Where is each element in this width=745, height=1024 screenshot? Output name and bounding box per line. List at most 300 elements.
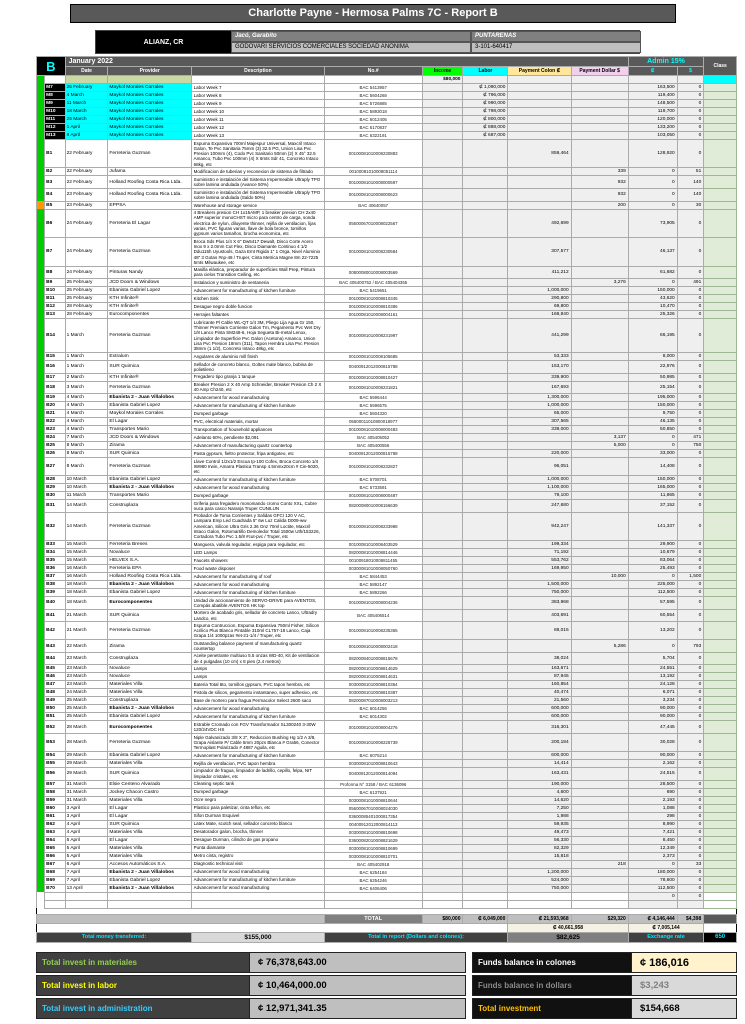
cell-B65-labor[interactable]: [463, 844, 508, 852]
cell-B30-income[interactable]: [422, 492, 463, 500]
cell-B56-income[interactable]: [422, 767, 463, 780]
cell-B53-dollar[interactable]: [571, 734, 628, 752]
cell-B56-d[interactable]: 29 March: [65, 767, 108, 780]
cell-B47-ad[interactable]: 0: [677, 681, 704, 689]
cell-B60-p[interactable]: El Lagar: [108, 804, 192, 812]
cell-M9-dollar[interactable]: [571, 100, 628, 108]
cell-B3-n[interactable]: B3: [45, 176, 65, 189]
cell-B59-colon[interactable]: 14,620: [508, 796, 571, 804]
cell-B6-cls[interactable]: [704, 209, 737, 237]
cell-B36-d[interactable]: 16 March: [65, 565, 108, 573]
cell-B23-income[interactable]: [422, 426, 463, 434]
cell-B62-no[interactable]: 00400912012000814113: [324, 820, 422, 828]
cell-B6-ac[interactable]: 73,905: [628, 209, 677, 237]
cell-B56-ac[interactable]: 24,515: [628, 767, 677, 780]
cell-B43-dollar[interactable]: 5,286: [571, 640, 628, 653]
cell-B10-desc[interactable]: Advancement for manufacturing of kitchen furniture: [192, 287, 325, 295]
cell-B11-labor[interactable]: [463, 295, 508, 303]
cell-B50-ad[interactable]: 0: [677, 705, 704, 713]
cell-M11-labor[interactable]: ₡ 800,000: [463, 116, 508, 124]
cell-B51-no[interactable]: BAC 6014302: [324, 713, 422, 721]
cell-B70-cls[interactable]: [704, 884, 737, 892]
cell-B26-ac[interactable]: 33,000: [628, 450, 677, 458]
cell-B31-no[interactable]: 08200080010008156639: [324, 500, 422, 513]
cell-B57-cls[interactable]: [704, 780, 737, 788]
cell-B10-ac[interactable]: 150,000: [628, 287, 677, 295]
cell-M13-cls[interactable]: [704, 132, 737, 140]
cell-B9-n[interactable]: B9: [45, 279, 65, 287]
cell-B23-ad[interactable]: 0: [677, 426, 704, 434]
cell-B42-income[interactable]: [422, 622, 463, 640]
cell-B32-dollar[interactable]: [571, 512, 628, 540]
cell-B21-d[interactable]: 4 March: [65, 410, 108, 418]
cell-B28-ad[interactable]: 0: [677, 476, 704, 484]
cell-B50-labor[interactable]: [463, 705, 508, 713]
cell-B15-d[interactable]: 1 March: [65, 353, 108, 361]
cell-B5-labor[interactable]: [463, 201, 508, 209]
cell-B24-no[interactable]: BAC 405405052: [324, 434, 422, 442]
cell-B23-desc[interactable]: Transportation of household appliances: [192, 426, 325, 434]
cell-B14-n[interactable]: B14: [45, 319, 65, 353]
cell-row78-dollar[interactable]: [571, 892, 628, 900]
cell-B22-desc[interactable]: PVC, electrical materials, mortar: [192, 418, 325, 426]
cell-B29-cls[interactable]: [704, 484, 737, 492]
cell-B43-no[interactable]: 00100081010008002418: [324, 640, 422, 653]
cell-B54-labor[interactable]: [463, 751, 508, 759]
cell-B6-dollar[interactable]: [571, 209, 628, 237]
cell-B37-n[interactable]: B37: [45, 573, 65, 581]
cell-B64-d[interactable]: 5 April: [65, 836, 108, 844]
cell-B67-ad[interactable]: 33: [677, 860, 704, 868]
cell-B11-income[interactable]: [422, 295, 463, 303]
cell-B4-d[interactable]: 23 February: [65, 189, 108, 202]
cell-row79-n[interactable]: [45, 900, 65, 908]
cell-B55-cls[interactable]: [704, 759, 737, 767]
cell-B25-p[interactable]: Zirama: [108, 442, 192, 450]
cell-M7-p[interactable]: Maykol Morales Corrales: [108, 84, 192, 92]
cell-B28-p[interactable]: Ebanista Gabriel Lopez: [108, 476, 192, 484]
cell-B15-desc[interactable]: Angulares de aluminio mill finish: [192, 353, 325, 361]
cell-B59-desc[interactable]: Ocre negro: [192, 796, 325, 804]
cell-B56-desc[interactable]: Limpiador de fragua, limpiador de ladrillo, cepillo, felpa, NIT limpiador cristales, etc: [192, 767, 325, 780]
cell-B16-n[interactable]: B16: [45, 361, 65, 374]
cell-B23-d[interactable]: 4 March: [65, 426, 108, 434]
cell-B45-dollar[interactable]: [571, 665, 628, 673]
cell-B59-ad[interactable]: 0: [677, 796, 704, 804]
cell-B69-cls[interactable]: [704, 876, 737, 884]
cell-B52-income[interactable]: [422, 721, 463, 734]
cell-B31-p[interactable]: Construplaza: [108, 500, 192, 513]
cell-M8-n[interactable]: M8: [45, 92, 65, 100]
cell-B43-ad[interactable]: 793: [677, 640, 704, 653]
cell-row79-d[interactable]: [65, 900, 108, 908]
cell-B67-income[interactable]: [422, 860, 463, 868]
cell-B52-d[interactable]: 28 March: [65, 721, 108, 734]
cell-B33-n[interactable]: B33: [45, 541, 65, 549]
cell-B35-dollar[interactable]: [571, 557, 628, 565]
cell-M10-no[interactable]: BAC 5893018: [324, 108, 422, 116]
cell-B2-no[interactable]: 00100081010008051114: [324, 168, 422, 176]
cell-M8-ac[interactable]: 119,400: [628, 92, 677, 100]
cell-M8-colon[interactable]: [508, 92, 571, 100]
cell-M12-desc[interactable]: Labor Week 12: [192, 124, 325, 132]
cell-B20-p[interactable]: Ebanista Gabriel Lopez: [108, 402, 192, 410]
cell-B56-cls[interactable]: [704, 767, 737, 780]
total-admin-dollar[interactable]: $4,398: [677, 914, 704, 923]
cell-B34-income[interactable]: [422, 549, 463, 557]
cell-B48-n[interactable]: B48: [45, 689, 65, 697]
cell-B29-no[interactable]: BAC 5733591: [324, 484, 422, 492]
cell-B53-ac[interactable]: 30,028: [628, 734, 677, 752]
cell-B40-p[interactable]: Eurocomponentes: [108, 597, 192, 610]
cell-B55-dollar[interactable]: [571, 759, 628, 767]
cell-B38-income[interactable]: [422, 581, 463, 589]
cell-M9-ad[interactable]: 0: [677, 100, 704, 108]
cell-B26-p[interactable]: SUR Quimica: [108, 450, 192, 458]
cell-B33-d[interactable]: 15 March: [65, 541, 108, 549]
cell-B70-income[interactable]: [422, 884, 463, 892]
cell-B30-ac[interactable]: 11,865: [628, 492, 677, 500]
cell-B59-no[interactable]: 00300081010008810644: [324, 796, 422, 804]
cell-B46-income[interactable]: [422, 673, 463, 681]
cell-B22-p[interactable]: El Lagar: [108, 418, 192, 426]
cell-B53-n[interactable]: B53: [45, 734, 65, 752]
cell-B14-d[interactable]: 1 March: [65, 319, 108, 353]
cell-B54-dollar[interactable]: [571, 751, 628, 759]
cell-B20-dollar[interactable]: [571, 402, 628, 410]
cell-B38-cls[interactable]: [704, 581, 737, 589]
cell-B36-p[interactable]: Ferreteria EPA: [108, 565, 192, 573]
cell-B49-p[interactable]: Construplaza: [108, 697, 192, 705]
cell-B18-ac[interactable]: 25,154: [628, 381, 677, 394]
cell-B43-cls[interactable]: [704, 640, 737, 653]
cell-B38-colon[interactable]: 1,500,000: [508, 581, 571, 589]
cell-B68-ac[interactable]: 180,000: [628, 868, 677, 876]
cell-B25-ad[interactable]: 750: [677, 442, 704, 450]
cell-B31-income[interactable]: [422, 500, 463, 513]
cell-B25-dollar[interactable]: 5,000: [571, 442, 628, 450]
cell-B27-dollar[interactable]: [571, 458, 628, 476]
cell-B40-desc[interactable]: Unidad de accionamiento de SERVO-DRIVE para AVENTOS, Compás abatible AVENTOS HK top: [192, 597, 325, 610]
cell-B37-dollar[interactable]: 10,000: [571, 573, 628, 581]
cell-B37-p[interactable]: Holland Roofing Costa Rica Ltda.: [108, 573, 192, 581]
cell-B53-p[interactable]: Ferreteria Guzman: [108, 734, 192, 752]
cell-B16-labor[interactable]: [463, 361, 508, 374]
cell-B20-ac[interactable]: 150,000: [628, 402, 677, 410]
cell-B4-n[interactable]: B4: [45, 189, 65, 202]
cell-M13-labor[interactable]: ₡ 687,000: [463, 132, 508, 140]
cell-B28-dollar[interactable]: [571, 476, 628, 484]
cell-M9-d[interactable]: 11 March: [65, 100, 108, 108]
cell-B12-income[interactable]: [422, 303, 463, 311]
cell-M12-p[interactable]: Maykol Morales Corrales: [108, 124, 192, 132]
cell-B25-cls[interactable]: [704, 442, 737, 450]
cell-B19-desc[interactable]: Advancement for wood manufacturing: [192, 394, 325, 402]
cell-B7-ac[interactable]: 46,137: [628, 238, 677, 266]
cell-B64-desc[interactable]: Desague Durman, cilindro de gas propano: [192, 836, 325, 844]
cell-B3-cls[interactable]: [704, 176, 737, 189]
cell-B51-ac[interactable]: 90,000: [628, 713, 677, 721]
cell-B53-d[interactable]: 28 March: [65, 734, 108, 752]
cell-B10-no[interactable]: BAC 5419651: [324, 287, 422, 295]
cell-B48-desc[interactable]: Pistola de silicon, pegamento instantaneo, super adhesivo, etc: [192, 689, 325, 697]
cell-B43-n[interactable]: B43: [45, 640, 65, 653]
cell-B56-ad[interactable]: 0: [677, 767, 704, 780]
cell-B23-labor[interactable]: [463, 426, 508, 434]
cell-B54-ac[interactable]: 90,000: [628, 751, 677, 759]
cell-B60-n[interactable]: B60: [45, 804, 65, 812]
cell-B18-no[interactable]: 00100081010008231821: [324, 381, 422, 394]
cell-row78-labor[interactable]: [463, 892, 508, 900]
cell-B63-desc[interactable]: Desatorador galon, brocha, thinner: [192, 828, 325, 836]
cell-B50-income[interactable]: [422, 705, 463, 713]
cell-B24-ac[interactable]: 0: [628, 434, 677, 442]
cell-M7-dollar[interactable]: [571, 84, 628, 92]
cell-B44-ac[interactable]: 5,704: [628, 652, 677, 665]
cell-M11-income[interactable]: [422, 116, 463, 124]
cell-B10-n[interactable]: B10: [45, 287, 65, 295]
cell-B7-dollar[interactable]: [571, 238, 628, 266]
cell-B27-colon[interactable]: 96,051: [508, 458, 571, 476]
cell-B34-ac[interactable]: 10,679: [628, 549, 677, 557]
cell-B22-dollar[interactable]: [571, 418, 628, 426]
cell-B4-colon[interactable]: [508, 189, 571, 202]
cell-B19-n[interactable]: B19: [45, 394, 65, 402]
cell-B48-d[interactable]: 24 March: [65, 689, 108, 697]
total-payment-dollar[interactable]: $29,320: [571, 914, 628, 923]
cell-B49-income[interactable]: [422, 697, 463, 705]
cell-B7-ad[interactable]: 0: [677, 238, 704, 266]
cell-B47-d[interactable]: 23 March: [65, 681, 108, 689]
cell-B26-labor[interactable]: [463, 450, 508, 458]
cell-B70-labor[interactable]: [463, 884, 508, 892]
grand-admin-total[interactable]: ₡ 7,005,144: [628, 923, 704, 932]
cell-B24-desc[interactable]: Adelanto 60%, pendiente $2,091: [192, 434, 325, 442]
cell-B1-colon[interactable]: 859,464: [508, 140, 571, 168]
cell-B26-cls[interactable]: [704, 450, 737, 458]
cell-B13-income[interactable]: [422, 311, 463, 319]
cell-M9-cls[interactable]: [704, 100, 737, 108]
cell-B49-n[interactable]: B49: [45, 697, 65, 705]
cell-B25-ac[interactable]: 0: [628, 442, 677, 450]
cell-row79-p[interactable]: [108, 900, 192, 908]
cell-B42-p[interactable]: Ferreteria Guzman: [108, 622, 192, 640]
cell-B64-income[interactable]: [422, 836, 463, 844]
cell-B39-p[interactable]: Ebanista Gabriel Lopez: [108, 589, 192, 597]
cell-B66-dollar[interactable]: [571, 852, 628, 860]
cell-B54-no[interactable]: BAC 6075214: [324, 751, 422, 759]
cell-B26-desc[interactable]: Pasta gypsum, fieltro protector, fripa antigoteo, etc: [192, 450, 325, 458]
cell-B47-dollar[interactable]: [571, 681, 628, 689]
cell-B68-d[interactable]: 7 April: [65, 868, 108, 876]
cell-B26-d[interactable]: 8 March: [65, 450, 108, 458]
cell-B16-cls[interactable]: [704, 361, 737, 374]
cell-M12-income[interactable]: [422, 124, 463, 132]
cell-B22-ad[interactable]: 0: [677, 418, 704, 426]
cell-B30-desc[interactable]: Dumped garbage: [192, 492, 325, 500]
cell-B62-colon[interactable]: 59,935: [508, 820, 571, 828]
cell-M9-desc[interactable]: Labor Week 9: [192, 100, 325, 108]
cell-B18-income[interactable]: [422, 381, 463, 394]
cell-B68-desc[interactable]: Advancement for wood manufacturing: [192, 868, 325, 876]
cell-B51-desc[interactable]: Advancement for manufacturing of kitchen furniture: [192, 713, 325, 721]
cell-B45-ac[interactable]: 24,551: [628, 665, 677, 673]
cell-row0-desc[interactable]: [192, 76, 325, 84]
cell-B67-cls[interactable]: [704, 860, 737, 868]
cell-B16-d[interactable]: 1 March: [65, 361, 108, 374]
cell-B65-desc[interactable]: Punta diamante: [192, 844, 325, 852]
cell-B35-ad[interactable]: 0: [677, 557, 704, 565]
cell-B19-colon[interactable]: 1,300,000: [508, 394, 571, 402]
cell-B55-labor[interactable]: [463, 759, 508, 767]
cell-row0-colon[interactable]: [508, 76, 571, 84]
cell-B20-labor[interactable]: [463, 402, 508, 410]
cell-M9-p[interactable]: Maykol Morales Corrales: [108, 100, 192, 108]
cell-B2-dollar[interactable]: 339: [571, 168, 628, 176]
cell-B51-colon[interactable]: 600,000: [508, 713, 571, 721]
cell-B37-ad[interactable]: 1,500: [677, 573, 704, 581]
cell-B29-n[interactable]: B29: [45, 484, 65, 492]
cell-B50-p[interactable]: Ebanista 2 - Juan Villalobos: [108, 705, 192, 713]
cell-B25-n[interactable]: B25: [45, 442, 65, 450]
cell-B21-n[interactable]: B21: [45, 410, 65, 418]
cell-B15-cls[interactable]: [704, 353, 737, 361]
cell-B61-labor[interactable]: [463, 812, 508, 820]
cell-B33-no[interactable]: 00100081010008403529: [324, 541, 422, 549]
cell-M7-ac[interactable]: 163,500: [628, 84, 677, 92]
cell-B41-income[interactable]: [422, 609, 463, 622]
cell-B20-colon[interactable]: 1,000,000: [508, 402, 571, 410]
cell-B62-n[interactable]: B62: [45, 820, 65, 828]
cell-row79-cls[interactable]: [704, 900, 737, 908]
cell-B18-cls[interactable]: [704, 381, 737, 394]
cell-B19-labor[interactable]: [463, 394, 508, 402]
cell-B27-desc[interactable]: Llave Control 1/2x1/2 Escua Ip-100 Cofex, Broca Concreto 1/4 IW980 Irwin, Amarra Plastica Transp 4.5mmx20cm # Cin-5020, etc: [192, 458, 325, 476]
cell-B28-income[interactable]: [422, 476, 463, 484]
cell-B10-dollar[interactable]: [571, 287, 628, 295]
cell-M7-n[interactable]: M7: [45, 84, 65, 92]
cell-B10-p[interactable]: Ebanista Gabriel Lopez: [108, 287, 192, 295]
cell-B5-colon[interactable]: [508, 201, 571, 209]
cell-B52-ac[interactable]: 47,445: [628, 721, 677, 734]
cell-B17-labor[interactable]: [463, 373, 508, 381]
cell-M8-ad[interactable]: 0: [677, 92, 704, 100]
cell-B58-income[interactable]: [422, 788, 463, 796]
cell-B65-dollar[interactable]: [571, 844, 628, 852]
cell-B60-ac[interactable]: 1,088: [628, 804, 677, 812]
cell-B1-desc[interactable]: Espuma Expansiva 700ml Majespur Universal, Maxcril Intaco Galon, Te Pvc Sanitaria 75mm (3) 32.5 PG, Union Lisa Pvc Presion 100mm (4), Codo Pvc Sanitario 50mm (2) X 45° 32.5 Amanco, Tubo Pvc 100mm (4) X 6mts Sdr 41, Concreto Intaco 68kg, etc: [192, 140, 325, 168]
cell-M9-no[interactable]: BAC 5726885: [324, 100, 422, 108]
cell-B21-colon[interactable]: 65,000: [508, 410, 571, 418]
cell-B55-income[interactable]: [422, 759, 463, 767]
cell-B8-ad[interactable]: 0: [677, 266, 704, 279]
cell-B14-income[interactable]: [422, 319, 463, 353]
cell-M11-p[interactable]: Maykol Morales Corrales: [108, 116, 192, 124]
cell-B50-dollar[interactable]: [571, 705, 628, 713]
cell-B61-n[interactable]: B61: [45, 812, 65, 820]
cell-B45-p[interactable]: Novaluce: [108, 665, 192, 673]
cell-B43-d[interactable]: 22 March: [65, 640, 108, 653]
cell-B49-ac[interactable]: 3,234: [628, 697, 677, 705]
sheet-tab-b[interactable]: B: [37, 57, 66, 76]
cell-B34-labor[interactable]: [463, 549, 508, 557]
cell-B34-p[interactable]: Novaluce: [108, 549, 192, 557]
cell-B67-ac[interactable]: 0: [628, 860, 677, 868]
cell-B7-cls[interactable]: [704, 238, 737, 266]
cell-B13-dollar[interactable]: [571, 311, 628, 319]
cell-B1-no[interactable]: 00100081010008230883: [324, 140, 422, 168]
cell-B39-ac[interactable]: 112,500: [628, 589, 677, 597]
cell-B45-income[interactable]: [422, 665, 463, 673]
cell-B30-p[interactable]: Transportes Mario: [108, 492, 192, 500]
cell-M10-dollar[interactable]: [571, 108, 628, 116]
cell-B45-d[interactable]: 23 March: [65, 665, 108, 673]
cell-B10-ad[interactable]: 0: [677, 287, 704, 295]
cell-B29-d[interactable]: 10 March: [65, 484, 108, 492]
cell-B29-income[interactable]: [422, 484, 463, 492]
cell-B5-cls[interactable]: [704, 201, 737, 209]
cell-B11-dollar[interactable]: [571, 295, 628, 303]
cell-B63-cls[interactable]: [704, 828, 737, 836]
cell-B20-no[interactable]: BAC 5596575: [324, 402, 422, 410]
cell-B2-ad[interactable]: 51: [677, 168, 704, 176]
cell-B19-d[interactable]: 4 March: [65, 394, 108, 402]
cell-M9-labor[interactable]: ₡ 990,000: [463, 100, 508, 108]
cell-B31-ac[interactable]: 37,152: [628, 500, 677, 513]
cell-B58-labor[interactable]: [463, 788, 508, 796]
cell-row79-desc[interactable]: [192, 900, 325, 908]
cell-B34-colon[interactable]: 71,192: [508, 549, 571, 557]
cell-B21-cls[interactable]: [704, 410, 737, 418]
cell-B6-no[interactable]: 05600067010008022567: [324, 209, 422, 237]
cell-B33-labor[interactable]: [463, 541, 508, 549]
cell-B60-income[interactable]: [422, 804, 463, 812]
cell-B61-cls[interactable]: [704, 812, 737, 820]
cell-row78-n[interactable]: [45, 892, 65, 900]
cell-M7-income[interactable]: [422, 84, 463, 92]
cell-B2-cls[interactable]: [704, 168, 737, 176]
cell-B44-dollar[interactable]: [571, 652, 628, 665]
cell-B21-income[interactable]: [422, 410, 463, 418]
cell-B19-income[interactable]: [422, 394, 463, 402]
cell-B9-income[interactable]: [422, 279, 463, 287]
cell-B5-income[interactable]: [422, 201, 463, 209]
cell-B18-labor[interactable]: [463, 381, 508, 394]
cell-B42-cls[interactable]: [704, 622, 737, 640]
cell-B61-desc[interactable]: Sifon Durman Esquivel: [192, 812, 325, 820]
cell-B4-ad[interactable]: 140: [677, 189, 704, 202]
cell-B34-no[interactable]: 08200081010008814446: [324, 549, 422, 557]
cell-B49-labor[interactable]: [463, 697, 508, 705]
cell-B62-income[interactable]: [422, 820, 463, 828]
cell-B64-dollar[interactable]: [571, 836, 628, 844]
cell-M11-n[interactable]: M11: [45, 116, 65, 124]
cell-B17-ad[interactable]: 0: [677, 373, 704, 381]
cell-B65-d[interactable]: 5 April: [65, 844, 108, 852]
cell-B5-d[interactable]: 23 February: [65, 201, 108, 209]
cell-B38-ad[interactable]: 0: [677, 581, 704, 589]
cell-B61-d[interactable]: 3 April: [65, 812, 108, 820]
cell-B50-d[interactable]: 25 March: [65, 705, 108, 713]
cell-B57-colon[interactable]: 190,000: [508, 780, 571, 788]
cell-row79-ad[interactable]: [677, 900, 704, 908]
total-income[interactable]: $80,000: [422, 914, 463, 923]
cell-B40-ac[interactable]: 57,595: [628, 597, 677, 610]
cell-B13-ac[interactable]: 25,326: [628, 311, 677, 319]
cell-B63-income[interactable]: [422, 828, 463, 836]
cell-B37-cls[interactable]: [704, 573, 737, 581]
cell-B2-desc[interactable]: Modificacion de tuberias y reconexion de sistema de filtrado: [192, 168, 325, 176]
